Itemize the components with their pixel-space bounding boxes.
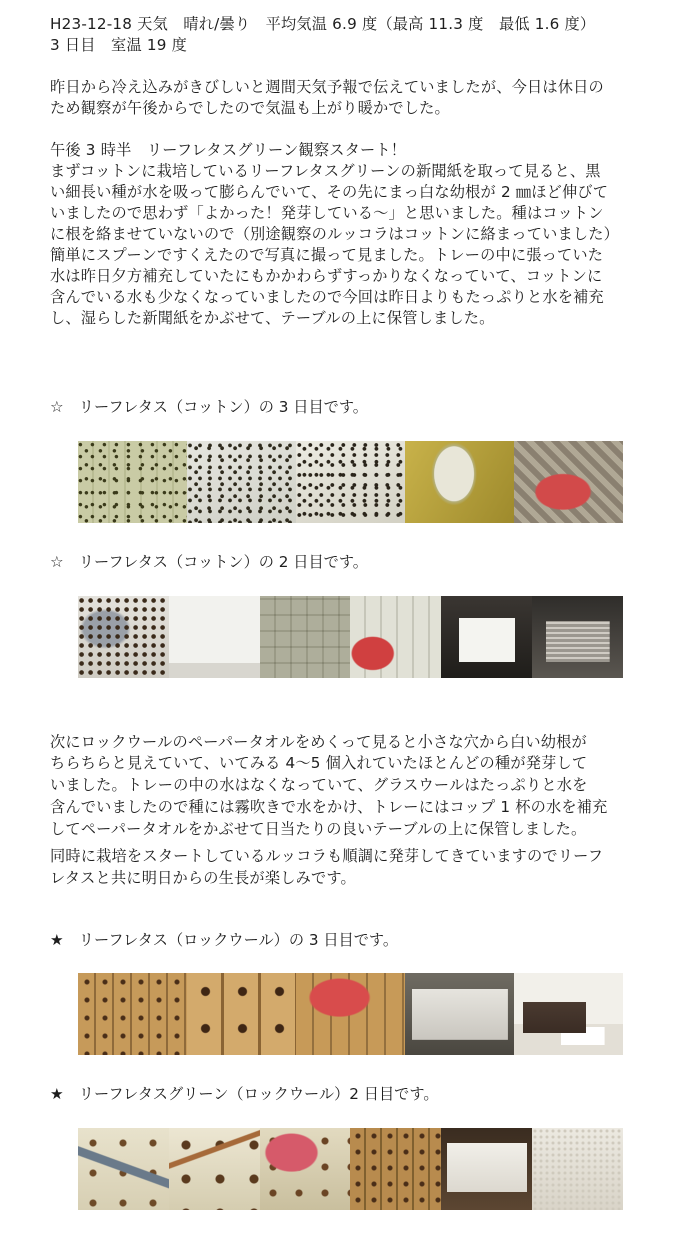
seeds-on-cotton-photo[interactable]: [78, 441, 187, 523]
cotton-paragraph-line: 水は昨日夕方補充していたにもかかわらずすっかりなくなっていて、コットンに: [50, 267, 603, 285]
article: [50, 14, 670, 329]
cotton-section-heading: 午後 3 時半 リーフレタスグリーン観察スタート！: [50, 141, 407, 159]
cotton-paragraph-line: 簡単にスプーンですくえたので写真に撮って見ました。トレーの中に張っていた: [50, 246, 604, 264]
photo-strip-rockwool-day2: [78, 1128, 623, 1210]
caption-rockwool-day2: ★ リーフレタスグリーン（ロックウール）2 日目です。: [50, 1085, 439, 1103]
rockwool-paragraph-line: 次にロックウールのペーパータオルをめくって見ると小さな穴から白い幼根が: [50, 733, 587, 751]
caption-cotton-day3: ☆ リーフレタス（コットン）の 3 日目です。: [50, 398, 368, 416]
seeds-on-cotton-photo[interactable]: [187, 441, 296, 523]
intro-line: 昨日から冷え込みがきびしいと週間天気予報で伝えていましたが、今日は休日の: [50, 78, 604, 96]
cotton-paragraph-line: いましたので思わず「よかった！発芽している～」と思いました。種はコットン: [50, 204, 604, 222]
paper-towel-tray-photo[interactable]: [441, 1128, 532, 1210]
intro-line: ため観察が午後からでしたので気温も上がり暖かでした。: [50, 99, 450, 117]
sofa-room-photo[interactable]: [514, 973, 623, 1055]
rockwool-cubes-photo[interactable]: [78, 973, 187, 1055]
rockwool-tray-photo[interactable]: [350, 1128, 441, 1210]
spoon-with-seeds-photo[interactable]: [78, 596, 169, 678]
spray-bottle-photo[interactable]: [514, 441, 623, 523]
cotton-paragraph-line: まずコットンに栽培しているリーフレタスグリーンの新聞紙を取って見ると、黒: [50, 162, 601, 180]
photo-strip-cotton-day3: [78, 441, 623, 523]
caption-rockwool-day3: ★ リーフレタス（ロックウール）の 3 日目です。: [50, 931, 399, 949]
paper-towel-closeup-photo[interactable]: [532, 1128, 623, 1210]
tweezers-seeding-photo[interactable]: [78, 1128, 169, 1210]
rockwool-paragraph-line: ちらちらと見えていて、いてみる 4～5 個入れていたほとんどの種が発芽して: [50, 754, 588, 772]
rockwool-paragraph-line: いました。トレーの中の水はなくなっていて、グラスウールはたっぷりと水を: [50, 776, 588, 794]
cotton-grid-tray-photo[interactable]: [260, 596, 351, 678]
spray-on-cotton-photo[interactable]: [350, 596, 441, 678]
day-room-temp-line: 3 日目 室温 19 度: [50, 36, 187, 54]
seeds-on-cotton-photo[interactable]: [296, 441, 405, 523]
cotton-paragraph-line: に根を絡ませていないので（別途観察のルッコラはコットンに絡まっていました）: [50, 225, 620, 243]
photo-strip-cotton-day2: [78, 596, 623, 678]
spray-on-rockwool-photo[interactable]: [296, 973, 405, 1055]
spoon-with-seeds-photo[interactable]: [405, 441, 514, 523]
rockwool-paragraph-line: 含んでいましたので種には霧吹きで水をかけ、トレーにはコップ 1 杯の水を補充: [50, 798, 608, 816]
rockwool-cube-closeup-photo[interactable]: [187, 973, 296, 1055]
date-weather-line: H23-12-18 天気 晴れ/曇り 平均気温 6.9 度（最高 11.3 度 最低 1.6 度）: [50, 15, 596, 33]
photo-strip-rockwool-day3: [78, 973, 623, 1055]
newspaper-covered-tray-photo[interactable]: [532, 596, 623, 678]
stick-seeding-photo[interactable]: [169, 1128, 260, 1210]
spray-seeding-photo[interactable]: [260, 1128, 351, 1210]
tray-on-table-photo[interactable]: [441, 596, 532, 678]
cotton-paragraph-line: 含んでいる水も少なくなっていましたので今回は昨日よりもたっぷりと水を補充: [50, 288, 604, 306]
cotton-paragraph-line: い細長い種が水を吸って膨らんでいて、その先にまっ白な幼根が 2 ㎜ほど伸びて: [50, 183, 609, 201]
white-tray-photo[interactable]: [169, 596, 260, 678]
rockwool-paragraph-line: 同時に栽培をスタートしているルッコラも順調に発芽してきていますのでリーフ: [50, 847, 604, 865]
cotton-paragraph-line: し、湿らした新聞紙をかぶせて、テーブルの上に保管しました。: [50, 309, 495, 327]
paper-towel-covered-tray-photo[interactable]: [405, 973, 514, 1055]
rockwool-paragraph-line: レタスと共に明日からの生長が楽しみです。: [50, 869, 356, 887]
rockwool-paragraph-line: してペーパータオルをかぶせて日当たりの良いテーブルの上に保管しました。: [50, 820, 587, 838]
caption-cotton-day2: ☆ リーフレタス（コットン）の 2 日目です。: [50, 553, 368, 571]
